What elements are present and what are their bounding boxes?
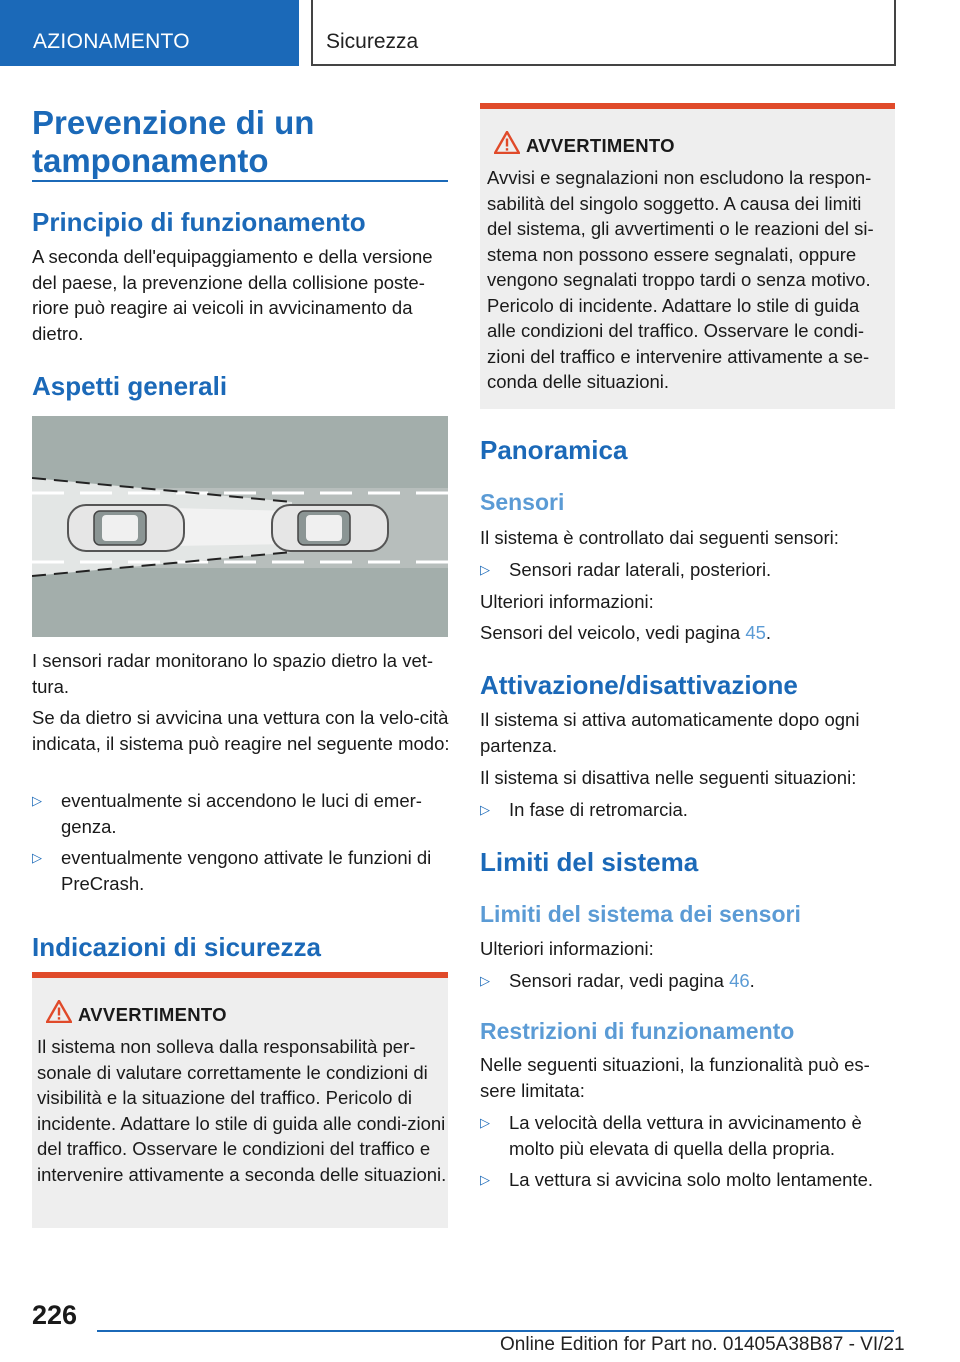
warning-box — [32, 972, 448, 1228]
bullet-triangle-icon: ▷ — [480, 1172, 490, 1187]
warning-text: Il sistema non solleva dalla responsabilità per-sonale di valutare correttamente le condizioni di visibilità e la situazione del traffico. Pericolo di incidente. Adattare lo stile di guida alle condi-zioni del traffico. Osservare le condizioni del traffico e intervenire attivamente a seconda delle situazioni. — [37, 1036, 447, 1185]
bullet-triangle-icon: ▷ — [32, 793, 42, 808]
bullet-triangle-icon: ▷ — [480, 802, 490, 817]
warning-text: Avvisi e segnalazioni non escludono la respon-sabilità del singolo soggetto. A causa dei limiti del sistema, gli avvertimenti o le reazioni del si-stema non possono essere segnalati, oppure vengono segnalati troppo tardi o senza motivo. Pericolo di incidente. Adattare lo stile di guida alle condizioni del traffico. Osservare le condi-zioni del traffico e intervenire attivamente a se-conda delle situazioni. — [487, 167, 874, 392]
footer-edition: Online Edition for Part no. 01405A38B87 - VI/21 — [500, 1334, 905, 1355]
sensori-text: Il sistema è controllato dai seguenti sensori: — [480, 527, 839, 548]
heading-attivazione: Attivazione/disattivazione — [480, 670, 798, 700]
list-item: ▷ La velocità della vettura in avvicinamento è molto più elevata di quella della propria. — [480, 1112, 862, 1159]
bullet-triangle-icon: ▷ — [480, 562, 490, 577]
ulteriori-label: Ulteriori informazioni: — [480, 591, 654, 612]
page-link-45[interactable]: 45 — [745, 622, 766, 643]
warning-triangle-icon — [494, 131, 520, 154]
heading-panoramica: Panoramica — [480, 435, 628, 465]
road-diagram — [32, 416, 448, 637]
warning-title: AVVERTIMENTO — [526, 135, 675, 156]
heading-limiti: Limiti del sistema — [480, 847, 699, 877]
restrizioni-text: Nelle seguenti situazioni, la funzionalità può es-sere limitata: — [480, 1054, 870, 1101]
heading-restrizioni: Restrizioni di funzionamento — [480, 1018, 795, 1044]
list-item: ▷ Sensori radar, vedi pagina 46. — [480, 968, 896, 994]
bullet-triangle-icon: ▷ — [32, 850, 42, 865]
page-title: Prevenzione di un tamponamento — [32, 104, 315, 179]
list-item: ▷ Sensori radar laterali, posteriori. — [480, 557, 896, 583]
ulteriori-label: Ulteriori informazioni: — [480, 938, 654, 959]
bullet-triangle-icon: ▷ — [480, 973, 490, 988]
avvicina-text: Se da dietro si avvicina una vettura con la velo-cità indicata, il sistema può reagire nel seguente modo: — [32, 707, 450, 754]
list-item: ▷ In fase di retromarcia. — [480, 797, 896, 823]
section-title: Sicurezza — [311, 0, 896, 66]
heading-sensori: Sensori — [480, 489, 565, 515]
car-icon — [68, 505, 184, 551]
page-link-46[interactable]: 46 — [729, 970, 750, 991]
page-number: 226 — [32, 1300, 78, 1330]
heading-sicurezza: Indicazioni di sicurezza — [32, 932, 321, 962]
warning-title: AVVERTIMENTO — [78, 1004, 227, 1025]
heading-principio: Principio di funzionamento — [32, 207, 366, 237]
sensori-reference: Sensori del veicolo, vedi pagina 45. — [480, 622, 772, 643]
disattiva-text: Il sistema si disattiva nelle seguenti situazioni: — [480, 767, 857, 788]
list-item: ▷ eventualmente si accendono le luci di emer-genza. — [32, 790, 422, 837]
heading-aspetti: Aspetti generali — [32, 371, 228, 401]
warning-box — [480, 103, 895, 409]
title-divider — [32, 180, 448, 182]
rear-radar-illustration — [32, 416, 448, 637]
sensori-radar-text: I sensori radar monitorano lo spazio dietro la vet-tura. — [32, 650, 434, 697]
footer-divider — [97, 1330, 894, 1332]
list-item: ▷ eventualmente vengono attivate le funzioni di PreCrash. — [32, 847, 432, 894]
bullet-triangle-icon: ▷ — [480, 1115, 490, 1130]
warning-triangle-icon — [46, 1000, 72, 1023]
principio-text: A seconda dell'equipaggiamento e della versione del paese, la prevenzione della collisione poste-riore può reagire ai veicoli in avvicinamento da dietro. — [32, 246, 433, 344]
attivazione-text: Il sistema si attiva automaticamente dopo ogni partenza. — [480, 709, 860, 756]
chapter-tab[interactable]: AZIONAMENTO — [0, 0, 299, 66]
car-icon — [272, 505, 388, 551]
list-item: ▷ La vettura si avvicina solo molto lentamente. — [480, 1167, 896, 1193]
heading-limiti-sensori: Limiti del sistema dei sensori — [480, 901, 801, 927]
